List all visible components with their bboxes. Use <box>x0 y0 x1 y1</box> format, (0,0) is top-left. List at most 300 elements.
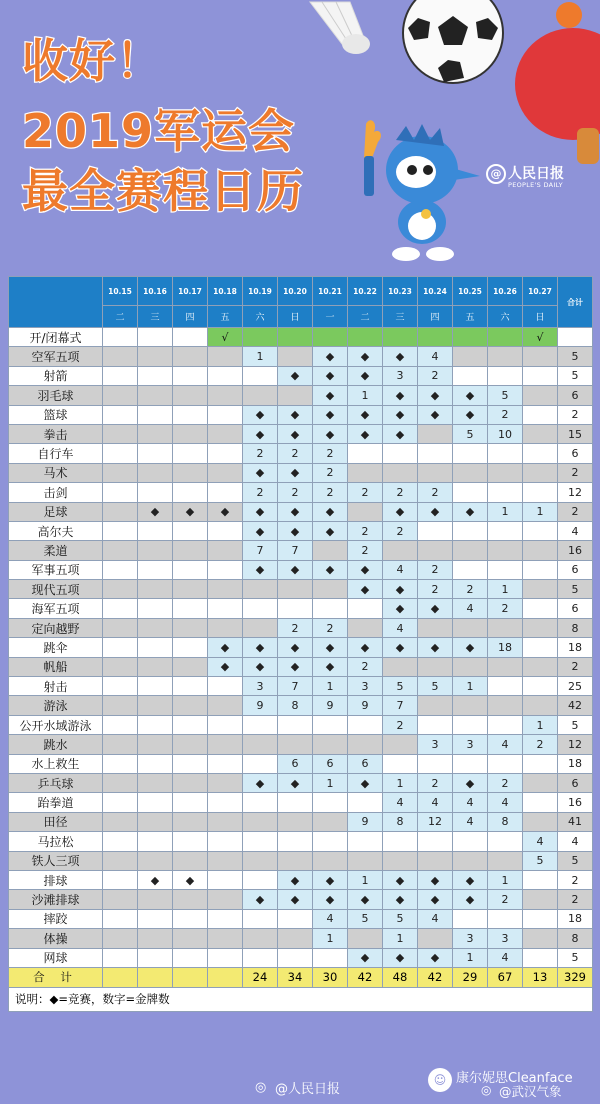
summary-cell <box>103 967 138 987</box>
schedule-table <box>8 276 593 1012</box>
schedule-cell: ◆ <box>313 424 348 443</box>
schedule-cell <box>523 560 558 579</box>
schedule-cell <box>243 328 278 347</box>
schedule-cell <box>208 735 243 754</box>
event-name: 沙滩排球 <box>9 890 103 909</box>
table-row <box>9 618 593 637</box>
schedule-cell <box>208 890 243 909</box>
schedule-cell <box>173 929 208 948</box>
schedule-cell <box>138 677 173 696</box>
schedule-cell: 2 <box>278 483 313 502</box>
schedule-cell <box>418 929 453 948</box>
schedule-cell: 7 <box>243 541 278 560</box>
event-name: 排球 <box>9 870 103 889</box>
table-row <box>9 657 593 676</box>
schedule-cell <box>138 618 173 637</box>
schedule-cell: 5 <box>488 386 523 405</box>
schedule-cell <box>278 909 313 928</box>
schedule-cell: 2 <box>488 405 523 424</box>
row-total: 2 <box>558 657 593 676</box>
schedule-cell <box>243 851 278 870</box>
schedule-cell: 3 <box>453 735 488 754</box>
shuttlecock-icon <box>302 0 382 56</box>
schedule-cell: 3 <box>243 677 278 696</box>
schedule-cell <box>173 580 208 599</box>
schedule-cell <box>523 773 558 792</box>
schedule-cell: 6 <box>348 754 383 773</box>
wechat-icon: ☺ <box>428 1068 452 1092</box>
schedule-cell: 1 <box>348 870 383 889</box>
schedule-cell: 5 <box>418 677 453 696</box>
schedule-cell: ◆ <box>278 657 313 676</box>
schedule-cell <box>488 909 523 928</box>
schedule-cell <box>103 541 138 560</box>
schedule-cell: ◆ <box>383 386 418 405</box>
watermark-wuhan-weather: @武汉气象 <box>499 1084 562 1099</box>
schedule-cell <box>173 444 208 463</box>
table-row <box>9 580 593 599</box>
schedule-cell <box>488 657 523 676</box>
schedule-cell: ◆ <box>138 870 173 889</box>
schedule-cell: 9 <box>348 812 383 831</box>
schedule-cell <box>453 347 488 366</box>
event-name: 羽毛球 <box>9 386 103 405</box>
schedule-cell <box>488 366 523 385</box>
schedule-cell <box>418 618 453 637</box>
schedule-cell <box>208 948 243 967</box>
summary-row <box>9 967 593 987</box>
table-row <box>9 405 593 424</box>
schedule-cell: 2 <box>523 735 558 754</box>
schedule-cell <box>208 541 243 560</box>
event-name: 击剑 <box>9 483 103 502</box>
schedule-cell <box>103 580 138 599</box>
event-name: 拳击 <box>9 424 103 443</box>
schedule-cell: ◆ <box>208 502 243 521</box>
weekday-header: 五 <box>208 306 243 328</box>
schedule-cell: 4 <box>523 832 558 851</box>
schedule-cell <box>488 715 523 734</box>
schedule-cell <box>138 929 173 948</box>
logo-english: PEOPLE'S DAILY <box>508 181 563 189</box>
schedule-cell <box>348 929 383 948</box>
mascot-icon <box>356 118 482 262</box>
schedule-cell <box>523 677 558 696</box>
schedule-cell <box>103 890 138 909</box>
schedule-cell <box>103 386 138 405</box>
event-name: 现代五项 <box>9 580 103 599</box>
summary-cell: 48 <box>383 967 418 987</box>
schedule-cell <box>173 541 208 560</box>
schedule-cell <box>243 735 278 754</box>
header-corner <box>9 277 103 328</box>
schedule-cell <box>208 483 243 502</box>
schedule-cell <box>243 929 278 948</box>
table-row <box>9 832 593 851</box>
schedule-cell <box>208 463 243 482</box>
table-row <box>9 870 593 889</box>
schedule-cell: 2 <box>243 444 278 463</box>
date-header: 10.25 <box>453 277 488 306</box>
schedule-cell: 1 <box>243 347 278 366</box>
schedule-cell: 5 <box>523 851 558 870</box>
schedule-cell <box>103 424 138 443</box>
schedule-cell <box>103 366 138 385</box>
table-row <box>9 502 593 521</box>
schedule-cell <box>208 580 243 599</box>
schedule-cell: 2 <box>418 366 453 385</box>
schedule-cell <box>138 696 173 715</box>
schedule-cell <box>103 405 138 424</box>
schedule-cell: 2 <box>488 773 523 792</box>
schedule-cell <box>523 463 558 482</box>
event-name: 跳水 <box>9 735 103 754</box>
schedule-cell <box>348 463 383 482</box>
schedule-cell <box>418 657 453 676</box>
schedule-cell <box>383 754 418 773</box>
row-total: 25 <box>558 677 593 696</box>
schedule-cell <box>138 832 173 851</box>
row-total: 2 <box>558 463 593 482</box>
schedule-cell <box>173 735 208 754</box>
schedule-cell <box>208 696 243 715</box>
schedule-cell <box>173 812 208 831</box>
event-name: 篮球 <box>9 405 103 424</box>
summary-cell <box>173 967 208 987</box>
schedule-cell: 3 <box>348 677 383 696</box>
schedule-cell: ◆ <box>243 424 278 443</box>
schedule-cell <box>348 599 383 618</box>
schedule-cell <box>138 463 173 482</box>
schedule-cell: 1 <box>313 677 348 696</box>
header <box>0 0 600 262</box>
schedule-cell <box>138 328 173 347</box>
schedule-cell: ◆ <box>383 502 418 521</box>
schedule-cell <box>313 580 348 599</box>
schedule-cell: ◆ <box>243 521 278 540</box>
schedule-cell: ◆ <box>348 347 383 366</box>
schedule-cell <box>208 560 243 579</box>
schedule-cell <box>348 715 383 734</box>
table-row <box>9 890 593 909</box>
schedule-cell: ◆ <box>313 366 348 385</box>
schedule-cell <box>488 618 523 637</box>
schedule-cell <box>173 560 208 579</box>
schedule-cell <box>453 909 488 928</box>
schedule-cell <box>208 909 243 928</box>
schedule-cell: ◆ <box>278 560 313 579</box>
schedule-cell <box>418 851 453 870</box>
date-header-row <box>9 277 593 306</box>
schedule-cell: ◆ <box>453 773 488 792</box>
schedule-cell: 4 <box>453 793 488 812</box>
schedule-cell <box>313 851 348 870</box>
event-name: 海军五项 <box>9 599 103 618</box>
weekday-header: 六 <box>243 306 278 328</box>
schedule-cell: 1 <box>488 502 523 521</box>
schedule-table-wrap <box>8 276 592 1012</box>
schedule-cell <box>243 386 278 405</box>
soccer-ball-icon <box>398 0 508 88</box>
schedule-cell <box>348 793 383 812</box>
schedule-cell <box>453 328 488 347</box>
schedule-cell <box>453 366 488 385</box>
schedule-cell <box>313 832 348 851</box>
schedule-cell: ◆ <box>453 502 488 521</box>
schedule-cell <box>523 541 558 560</box>
table-row <box>9 444 593 463</box>
date-header: 10.20 <box>278 277 313 306</box>
schedule-cell: 18 <box>488 638 523 657</box>
schedule-cell <box>278 832 313 851</box>
schedule-cell <box>313 599 348 618</box>
schedule-cell <box>208 444 243 463</box>
schedule-cell: 2 <box>383 715 418 734</box>
schedule-cell: 2 <box>418 773 453 792</box>
row-total: 16 <box>558 793 593 812</box>
schedule-cell: ◆ <box>418 599 453 618</box>
schedule-cell <box>348 851 383 870</box>
event-name: 柔道 <box>9 541 103 560</box>
schedule-cell: ◆ <box>418 948 453 967</box>
event-name: 帆船 <box>9 657 103 676</box>
event-name: 马拉松 <box>9 832 103 851</box>
event-name: 定向越野 <box>9 618 103 637</box>
schedule-cell <box>103 696 138 715</box>
at-icon: @ <box>486 164 506 184</box>
schedule-cell <box>453 715 488 734</box>
table-row <box>9 347 593 366</box>
schedule-cell <box>173 677 208 696</box>
schedule-cell: 8 <box>488 812 523 831</box>
schedule-cell <box>138 560 173 579</box>
schedule-cell <box>488 463 523 482</box>
schedule-cell <box>138 715 173 734</box>
row-total: 4 <box>558 832 593 851</box>
schedule-cell: 5 <box>348 909 383 928</box>
schedule-cell: ◆ <box>278 405 313 424</box>
schedule-cell: ◆ <box>348 424 383 443</box>
schedule-cell <box>138 638 173 657</box>
schedule-cell: 4 <box>453 599 488 618</box>
event-name: 公开水域游泳 <box>9 715 103 734</box>
table-row <box>9 386 593 405</box>
schedule-cell <box>278 347 313 366</box>
event-name: 跳伞 <box>9 638 103 657</box>
row-total <box>558 328 593 347</box>
schedule-cell: ◆ <box>453 386 488 405</box>
event-name: 乒乓球 <box>9 773 103 792</box>
schedule-cell: 3 <box>488 929 523 948</box>
schedule-cell <box>523 424 558 443</box>
schedule-cell: 7 <box>278 677 313 696</box>
schedule-cell <box>103 677 138 696</box>
schedule-cell <box>138 890 173 909</box>
schedule-cell <box>348 832 383 851</box>
summary-total: 329 <box>558 967 593 987</box>
schedule-cell <box>173 386 208 405</box>
schedule-cell: 1 <box>488 870 523 889</box>
weekday-header: 三 <box>383 306 418 328</box>
row-total: 8 <box>558 929 593 948</box>
row-total: 41 <box>558 812 593 831</box>
schedule-cell: ◆ <box>418 386 453 405</box>
row-total: 18 <box>558 909 593 928</box>
schedule-cell <box>313 793 348 812</box>
schedule-cell <box>453 657 488 676</box>
schedule-cell: 8 <box>278 696 313 715</box>
row-total: 6 <box>558 444 593 463</box>
schedule-cell <box>523 638 558 657</box>
table-row <box>9 715 593 734</box>
table-row <box>9 483 593 502</box>
schedule-cell: ◆ <box>383 599 418 618</box>
schedule-cell: ◆ <box>208 657 243 676</box>
table-row <box>9 366 593 385</box>
schedule-cell: 2 <box>313 483 348 502</box>
table-row <box>9 948 593 967</box>
schedule-cell <box>418 444 453 463</box>
schedule-cell <box>488 347 523 366</box>
schedule-cell: ◆ <box>453 638 488 657</box>
event-name: 马术 <box>9 463 103 482</box>
schedule-cell <box>523 909 558 928</box>
schedule-cell <box>418 754 453 773</box>
schedule-cell <box>173 715 208 734</box>
schedule-cell <box>173 909 208 928</box>
summary-cell: 67 <box>488 967 523 987</box>
schedule-cell <box>138 773 173 792</box>
schedule-cell <box>523 483 558 502</box>
row-total: 2 <box>558 890 593 909</box>
event-name: 网球 <box>9 948 103 967</box>
schedule-cell: ◆ <box>278 890 313 909</box>
date-header: 10.22 <box>348 277 383 306</box>
schedule-cell <box>103 463 138 482</box>
schedule-cell: ◆ <box>418 502 453 521</box>
schedule-cell <box>138 735 173 754</box>
schedule-cell <box>103 502 138 521</box>
schedule-cell: ◆ <box>313 405 348 424</box>
schedule-cell <box>138 386 173 405</box>
schedule-cell <box>523 948 558 967</box>
event-name: 跆拳道 <box>9 793 103 812</box>
schedule-cell <box>103 715 138 734</box>
summary-cell: 42 <box>348 967 383 987</box>
date-header: 10.26 <box>488 277 523 306</box>
schedule-cell <box>523 812 558 831</box>
table-row <box>9 677 593 696</box>
table-row <box>9 909 593 928</box>
schedule-cell: ◆ <box>383 948 418 967</box>
schedule-cell <box>243 599 278 618</box>
date-header: 10.24 <box>418 277 453 306</box>
event-name: 水上救生 <box>9 754 103 773</box>
schedule-cell: ◆ <box>453 870 488 889</box>
schedule-cell <box>523 386 558 405</box>
schedule-cell <box>243 909 278 928</box>
weibo-icon: ◎ <box>255 1080 267 1095</box>
schedule-cell: 3 <box>418 735 453 754</box>
schedule-cell: ◆ <box>173 502 208 521</box>
schedule-cell: 2 <box>348 541 383 560</box>
schedule-cell: 1 <box>488 580 523 599</box>
schedule-cell <box>173 638 208 657</box>
schedule-cell: 1 <box>453 677 488 696</box>
schedule-cell <box>348 444 383 463</box>
weekday-header: 二 <box>103 306 138 328</box>
schedule-cell <box>453 463 488 482</box>
schedule-cell: 2 <box>453 580 488 599</box>
summary-cell <box>208 967 243 987</box>
schedule-cell <box>523 754 558 773</box>
schedule-cell <box>138 580 173 599</box>
schedule-cell <box>103 735 138 754</box>
row-total: 5 <box>558 948 593 967</box>
table-row <box>9 638 593 657</box>
schedule-cell: ◆ <box>383 638 418 657</box>
schedule-cell <box>278 929 313 948</box>
schedule-cell: 2 <box>313 618 348 637</box>
schedule-cell <box>208 347 243 366</box>
event-name: 摔跤 <box>9 909 103 928</box>
schedule-cell <box>348 618 383 637</box>
schedule-cell: 2 <box>383 521 418 540</box>
table-row <box>9 773 593 792</box>
schedule-cell <box>453 754 488 773</box>
schedule-cell: 9 <box>348 696 383 715</box>
schedule-cell <box>523 890 558 909</box>
schedule-cell: ◆ <box>313 870 348 889</box>
schedule-cell <box>488 754 523 773</box>
schedule-cell <box>173 657 208 676</box>
schedule-cell <box>418 521 453 540</box>
schedule-cell: 4 <box>383 793 418 812</box>
schedule-cell <box>103 754 138 773</box>
schedule-cell: ◆ <box>313 347 348 366</box>
row-total: 16 <box>558 541 593 560</box>
schedule-cell <box>208 793 243 812</box>
schedule-cell: ◆ <box>243 502 278 521</box>
schedule-cell <box>103 560 138 579</box>
schedule-cell: ◆ <box>383 890 418 909</box>
schedule-cell <box>173 696 208 715</box>
schedule-cell <box>173 405 208 424</box>
schedule-cell <box>208 851 243 870</box>
row-total: 18 <box>558 638 593 657</box>
schedule-cell: ◆ <box>348 366 383 385</box>
schedule-cell: ◆ <box>453 890 488 909</box>
schedule-cell: ◆ <box>278 638 313 657</box>
schedule-cell <box>208 618 243 637</box>
date-header: 10.27 <box>523 277 558 306</box>
schedule-cell <box>138 541 173 560</box>
schedule-cell: 1 <box>383 929 418 948</box>
schedule-cell <box>173 521 208 540</box>
row-total: 15 <box>558 424 593 443</box>
schedule-cell <box>523 366 558 385</box>
schedule-cell <box>313 812 348 831</box>
schedule-cell <box>278 580 313 599</box>
schedule-cell <box>488 541 523 560</box>
schedule-cell <box>523 793 558 812</box>
schedule-cell <box>243 812 278 831</box>
schedule-cell <box>523 347 558 366</box>
schedule-cell <box>523 405 558 424</box>
schedule-cell: ◆ <box>383 580 418 599</box>
schedule-cell <box>208 599 243 618</box>
event-name: 铁人三项 <box>9 851 103 870</box>
